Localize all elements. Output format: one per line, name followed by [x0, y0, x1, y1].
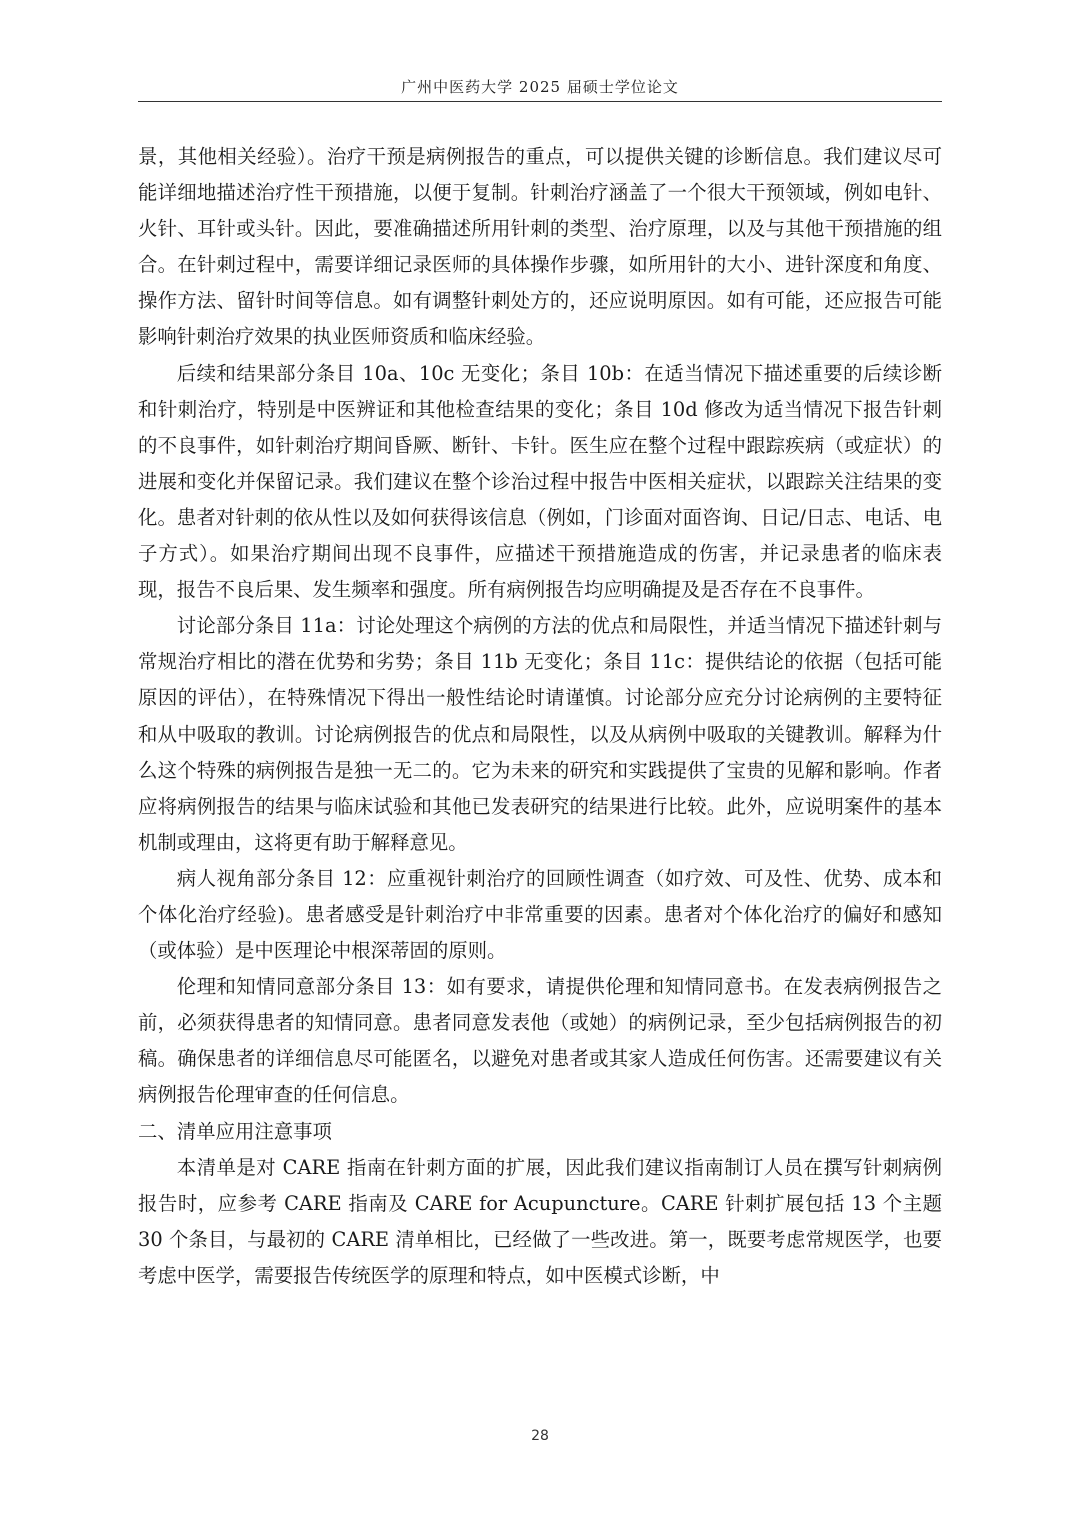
paragraph-continued: 景，其他相关经验）。治疗干预是病例报告的重点，可以提供关键的诊断信息。我们建议尽可能详细地描述治疗性干预措施，以便于复制。针刺治疗涵盖了一个很大干预领域，例如电针、火针、耳针或头针。因此，要准确描述所用针刺的类型、治疗原理，以及与其他干预措施的组合。在针刺过程中，需要详细记录医师的具体操作步骤，如所用针的大小、进针深度和角度、操作方法、留针时间等信息。如有调整针刺处方的，还应说明原因。如有可能，还应报告可能影响针刺治疗效果的执业医师资质和临床经验。	[138, 145, 942, 349]
paragraph-ethics-consent: 伦理和知情同意部分条目 13：如有要求，请提供伦理和知情同意书。在发表病例报告之前，必须获得患者的知情同意。患者同意发表他（或她）的病例记录，至少包括病例报告的初稿。确保患者的详细信息尽可能匿名，以避免对患者或其家人造成任何伤害。还需要建议有关病例报告伦理审查的任何信息。	[138, 975, 942, 1107]
body-text	[138, 139, 942, 1294]
running-header: 广州中医药大学 2025 届硕士学位论文	[401, 78, 679, 96]
paragraph-discussion: 讨论部分条目 11a：讨论处理这个病例的方法的优点和局限性，并适当情况下描述针刺与常规治疗相比的潜在优势和劣势；条目 11b 无变化；条目 11c：提供结论的依据（包括可能原因的评估），在特殊情况下得出一般性结论时请谨慎。讨论部分应充分讨论病例的主要特征和从中吸取的教训。讨论病例报告的优点和局限性，以及从病例中吸取的关键教训。解释为什么这个特殊的病例报告是独一无二的。它为未来的研究和实践提供了宝贵的见解和影响。作者应将病例报告的结果与临床试验和其他已发表研究的结果进行比较。此外，应说明案件的基本机制或理由，这将更有助于解释意见。	[138, 614, 942, 854]
paragraph-follow-up-outcomes: 后续和结果部分条目 10a、10c 无变化；条目 10b：在适当情况下描述重要的后续诊断和针刺治疗，特别是中医辨证和其他检查结果的变化；条目 10d 修改为适当情况下报告针刺的不良事件，如针刺治疗期间昏厥、断针、卡针。医生应在整个过程中跟踪疾病（或症状）的进展和变化并保留记录。我们建议在整个诊治过程中报告中医相关症状，以跟踪关注结果的变化。患者对针刺的依从性以及如何获得该信息（例如，门诊面对面咨询、日记/日志、电话、电子方式）。如果治疗期间出现不良事件，应描述干预措施造成的伤害，并记录患者的临床表现，报告不良后果、发生频率和强度。所有病例报告均应明确提及是否存在不良事件。	[138, 361, 942, 602]
paragraph-checklist-notes: 本清单是对 CARE 指南在针刺方面的扩展，因此我们建议指南制订人员在撰写针刺病例报告时，应参考 CARE 指南及 CARE for Acupuncture。CARE 针刺扩展包括 13 个主题 30 个条目，与最初的 CARE 清单相比，已经做了一些改进。第一，既要考虑常规医学，也要考虑中医学，需要报告传统医学的原理和特点，如中医模式诊断，中	[138, 1155, 942, 1287]
section-heading: 二、清单应用注意事项	[138, 1119, 332, 1143]
paragraph-patient-perspective: 病人视角部分条目 12：应重视针刺治疗的回顾性调查（如疗效、可及性、优势、成本和个体化治疗经验)。患者感受是针刺治疗中非常重要的因素。患者对个体化治疗的偏好和感知（或体验）是中医理论中根深蒂固的原则。	[138, 866, 942, 963]
header-rule	[138, 101, 942, 102]
page-number: 28	[531, 1428, 549, 1444]
